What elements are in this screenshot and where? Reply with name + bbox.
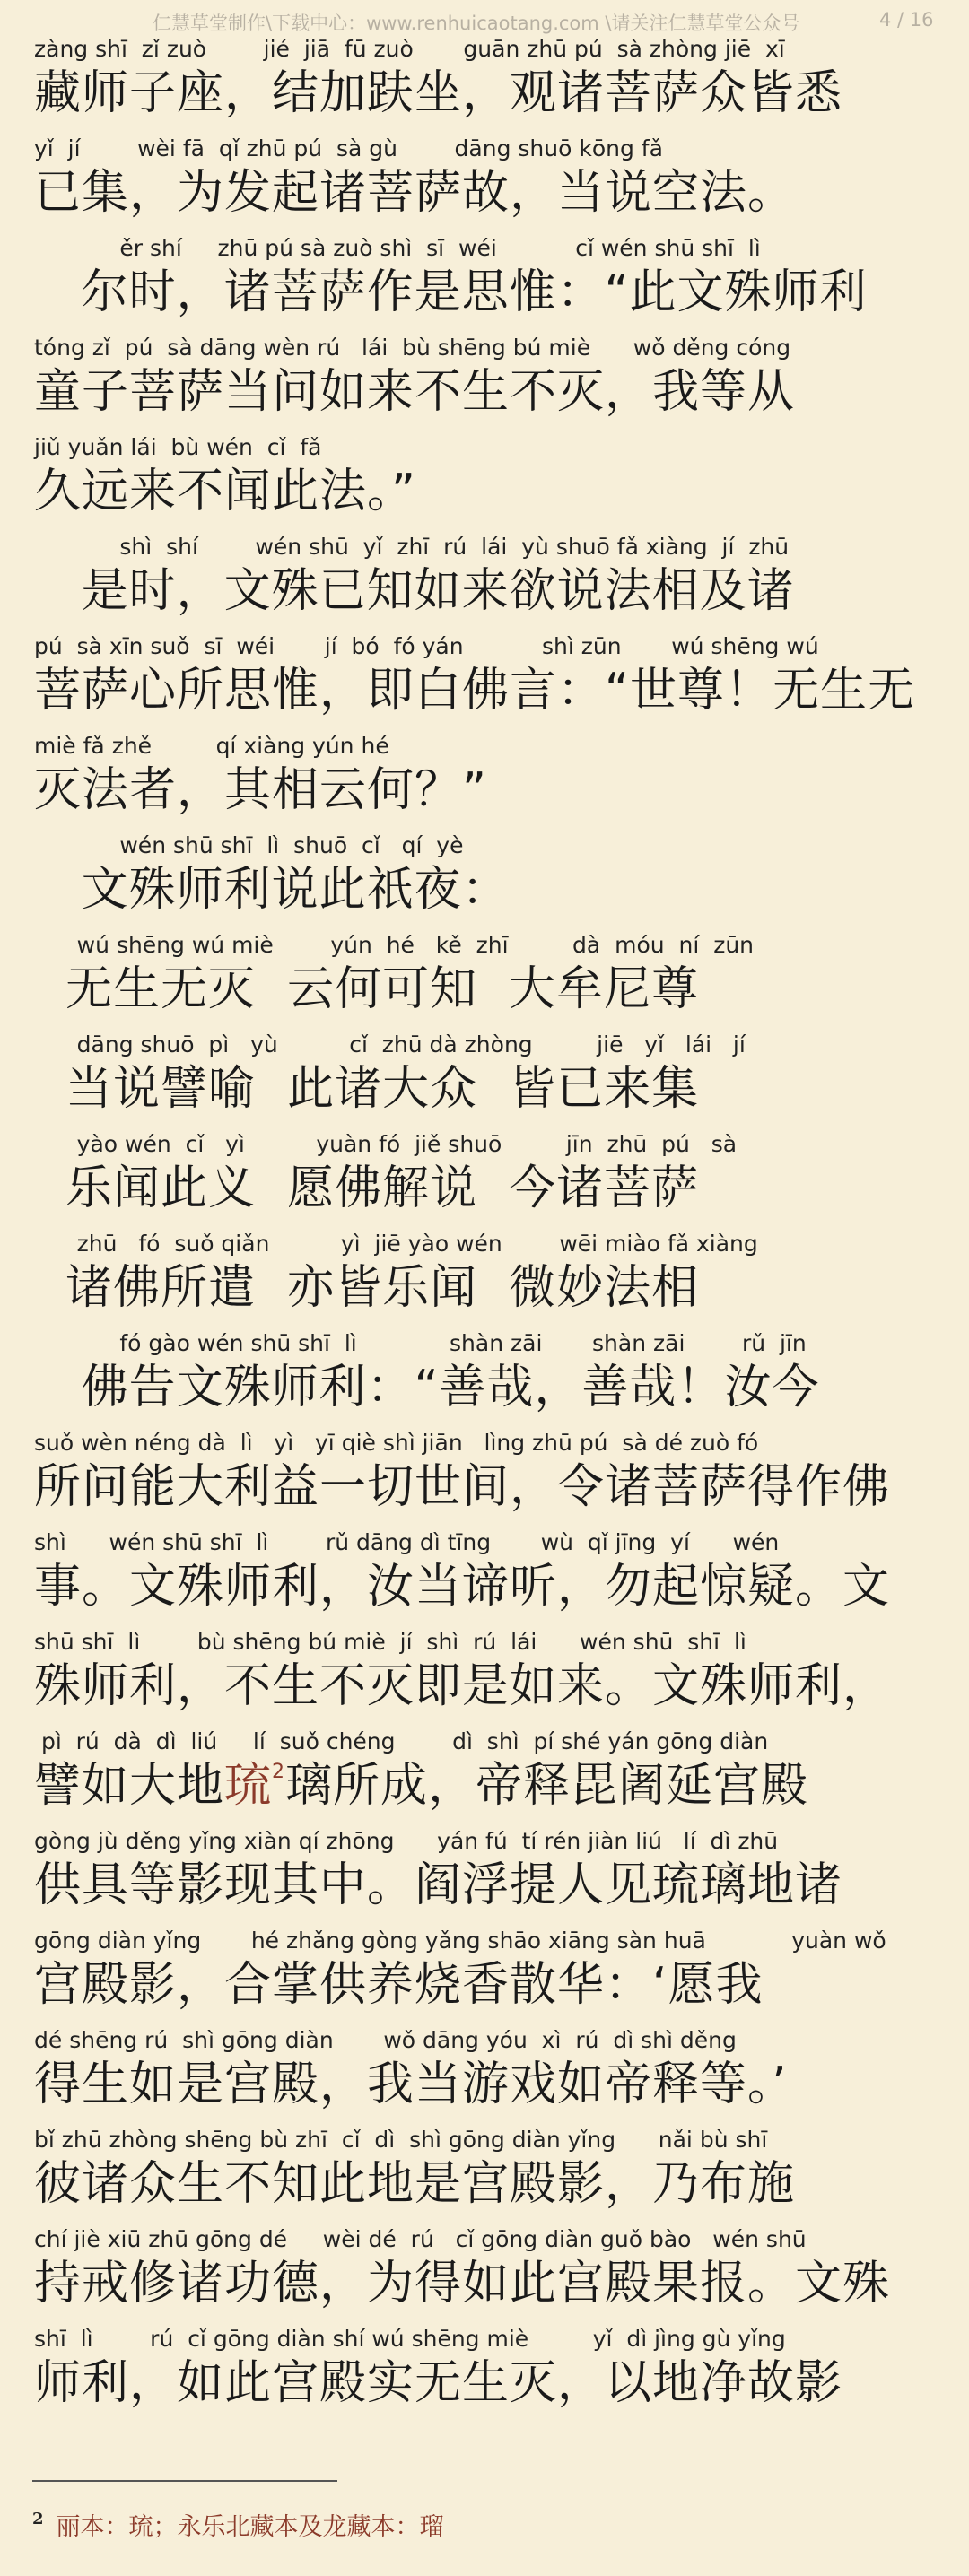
pinyin-line: shì wén shū shī lì rǔ dāng dì tīng wù qǐ jīng yí wén bbox=[34, 1529, 780, 1555]
footnote bbox=[32, 2507, 444, 2542]
text-line bbox=[0, 2127, 969, 2211]
text-line bbox=[0, 2226, 969, 2311]
chinese-line: 事。文殊师利，汝当谛听，勿起惊疑。文 bbox=[34, 1560, 891, 1614]
pinyin-line: pú sà xīn suǒ sī wéi jí bó fó yán shì zūn wú shēng wú bbox=[34, 633, 819, 659]
text-line bbox=[0, 1828, 969, 1912]
pinyin-line: shū shī lì bù shēng bú miè jí shì rú lái wén shū shī lì bbox=[34, 1629, 746, 1655]
pinyin-line: chí jiè xiū zhū gōng dé wèi dé rú cǐ gōng diàn guǒ bào wén shū bbox=[34, 2226, 807, 2252]
text-line bbox=[0, 733, 969, 817]
pinyin-line: zhū fó suǒ qiǎn yì jiē yào wén wēi miào fǎ xiàng bbox=[34, 1231, 758, 1257]
page-header bbox=[0, 5, 969, 38]
text-line bbox=[0, 1330, 969, 1414]
page-number: 4 / 16 bbox=[879, 9, 934, 30]
pinyin-line: fó gào wén shū shī lì shàn zāi shàn zāi rǔ jīn bbox=[34, 1330, 807, 1356]
text-line bbox=[0, 1529, 969, 1614]
pinyin-line: shì shí wén shū yǐ zhī rú lái yù shuō fǎ xiàng jí zhū bbox=[34, 534, 790, 560]
pinyin-line: wén shū shī lì shuō cǐ qí yè bbox=[34, 832, 464, 858]
text-line bbox=[0, 36, 969, 120]
text-line bbox=[0, 1728, 969, 1813]
chinese-line: 当说譬喻 此诸大众 皆已来集 bbox=[34, 1062, 700, 1116]
pinyin-line: zàng shī zǐ zuò jié jiā fū zuò guān zhū pú sà zhòng jiē xī bbox=[34, 36, 785, 62]
chinese-line: 藏师子座，结加趺坐，观诸菩萨众皆悉 bbox=[34, 66, 843, 120]
pinyin-line: shī lì rú cǐ gōng diàn shí wú shēng miè yǐ dì jìng gù yǐng bbox=[34, 2326, 786, 2352]
footnote-divider bbox=[32, 2480, 337, 2482]
chinese-line: 譬如大地琉$^2$璃所成，帝释毘阇延宫殿 bbox=[34, 1759, 809, 1813]
chinese-line: 供具等影现其中。阎浮提人见琉璃地诸 bbox=[34, 1858, 843, 1912]
pinyin-line: dāng shuō pì yù cǐ zhū dà zhòng jiē yǐ lái jí bbox=[34, 1031, 746, 1057]
text-line bbox=[0, 633, 969, 718]
text-line bbox=[0, 2027, 969, 2111]
chinese-line: 彼诸众生不知此地是宫殿影，乃布施 bbox=[34, 2157, 796, 2211]
text-line bbox=[0, 1928, 969, 2012]
chinese-line: 佛告文殊师利：“善哉，善哉！汝今 bbox=[34, 1361, 820, 1414]
text-line bbox=[0, 2326, 969, 2410]
pinyin-line: ěr shí zhū pú sà zuò shì sī wéi cǐ wén shū shī lì bbox=[34, 235, 761, 261]
text-line bbox=[0, 135, 969, 220]
text-line bbox=[0, 434, 969, 518]
chinese-line: 所问能大利益一切世间，令诸菩萨得作佛 bbox=[34, 1460, 891, 1514]
footnote-number: 2 bbox=[32, 2510, 44, 2528]
chinese-line: 已集，为发起诸菩萨故，当说空法。 bbox=[34, 166, 796, 220]
text-line bbox=[0, 1430, 969, 1514]
chinese-line: 是时，文殊已知如来欲说法相及诸 bbox=[34, 564, 795, 618]
pinyin-line: miè fǎ zhě qí xiàng yún hé bbox=[34, 733, 389, 759]
pinyin-line: suǒ wèn néng dà lì yì yī qiè shì jiān lìng zhū pú sà dé zuò fó bbox=[34, 1430, 759, 1456]
pinyin-line: yào wén cǐ yì yuàn fó jiě shuō jīn zhū pú sà bbox=[34, 1131, 738, 1157]
pinyin-line: pì rú dà dì liú lí suǒ chéng dì shì pí shé yán gōng diàn bbox=[34, 1728, 769, 1754]
text-line bbox=[0, 1629, 969, 1713]
chinese-line: 乐闻此义 愿佛解说 今诸菩萨 bbox=[34, 1162, 700, 1215]
text-line bbox=[0, 1131, 969, 1215]
text-line bbox=[0, 235, 969, 319]
annotated-character: 琉 bbox=[224, 1759, 273, 1813]
text-line bbox=[0, 335, 969, 419]
chinese-line: 无生无灭 云何可知 大牟尼尊 bbox=[34, 962, 700, 1016]
chinese-line: 宫殿影，合掌供养烧香散华：‘愿我 bbox=[34, 1958, 764, 2012]
footnote-text: 丽本：琉；永乐北藏本及龙藏本：瑠 bbox=[56, 2513, 444, 2541]
header-text: 仁慧草堂制作\下载中心：www.renhuicaotang.com \请关注仁慧草堂公众号 bbox=[153, 13, 800, 34]
pinyin-line: dé shēng rú shì gōng diàn wǒ dāng yóu xì rú dì shì děng bbox=[34, 2027, 737, 2053]
pinyin-line: bǐ zhū zhòng shēng bù zhī cǐ dì shì gōng diàn yǐng nǎi bù shī bbox=[34, 2127, 768, 2153]
chinese-line: 尔时，诸菩萨作是思惟：“此文殊师利 bbox=[34, 265, 868, 319]
chinese-line: 菩萨心所思惟，即白佛言：“世尊！无生无 bbox=[34, 664, 915, 718]
pinyin-line: wú shēng wú miè yún hé kě zhī dà móu ní zūn bbox=[34, 932, 755, 958]
text-line bbox=[0, 1231, 969, 1315]
pinyin-line: gòng jù děng yǐng xiàn qí zhōng yán fú tí rén jiàn liú lí dì zhū bbox=[34, 1828, 779, 1854]
pinyin-line: yǐ jí wèi fā qǐ zhū pú sà gù dāng shuō kōng fǎ bbox=[34, 135, 663, 161]
text-line bbox=[0, 534, 969, 618]
chinese-line: 得生如是宫殿，我当游戏如帝释等。’ bbox=[34, 2058, 788, 2111]
text-line bbox=[0, 932, 969, 1016]
chinese-line: 殊师利，不生不灭即是如来。文殊师利， bbox=[34, 1659, 891, 1713]
chinese-line: 灭法者，其相云何？” bbox=[34, 763, 487, 817]
text-line bbox=[0, 832, 969, 917]
chinese-line: 诸佛所遣 亦皆乐闻 微妙法相 bbox=[34, 1261, 700, 1315]
chinese-line: 师利，如此宫殿实无生灭，以地净故影 bbox=[34, 2356, 843, 2410]
pinyin-line: jiǔ yuǎn lái bù wén cǐ fǎ bbox=[34, 434, 322, 460]
text-line bbox=[0, 1031, 969, 1116]
chinese-line: 童子菩萨当问如来不生不灭，我等从 bbox=[34, 365, 796, 419]
chinese-line: 文殊师利说此祇夜： bbox=[34, 863, 510, 917]
chinese-line: 久远来不闻此法。” bbox=[34, 465, 416, 518]
chinese-line: 持戒修诸功德，为得如此宫殿果报。文殊 bbox=[34, 2257, 891, 2311]
pinyin-line: gōng diàn yǐng hé zhǎng gòng yǎng shāo xiāng sàn huā yuàn wǒ bbox=[34, 1928, 886, 1954]
pinyin-line: tóng zǐ pú sà dāng wèn rú lái bù shēng bú miè wǒ děng cóng bbox=[34, 335, 791, 361]
footnote-ref[interactable]: 2 bbox=[272, 1761, 286, 1783]
